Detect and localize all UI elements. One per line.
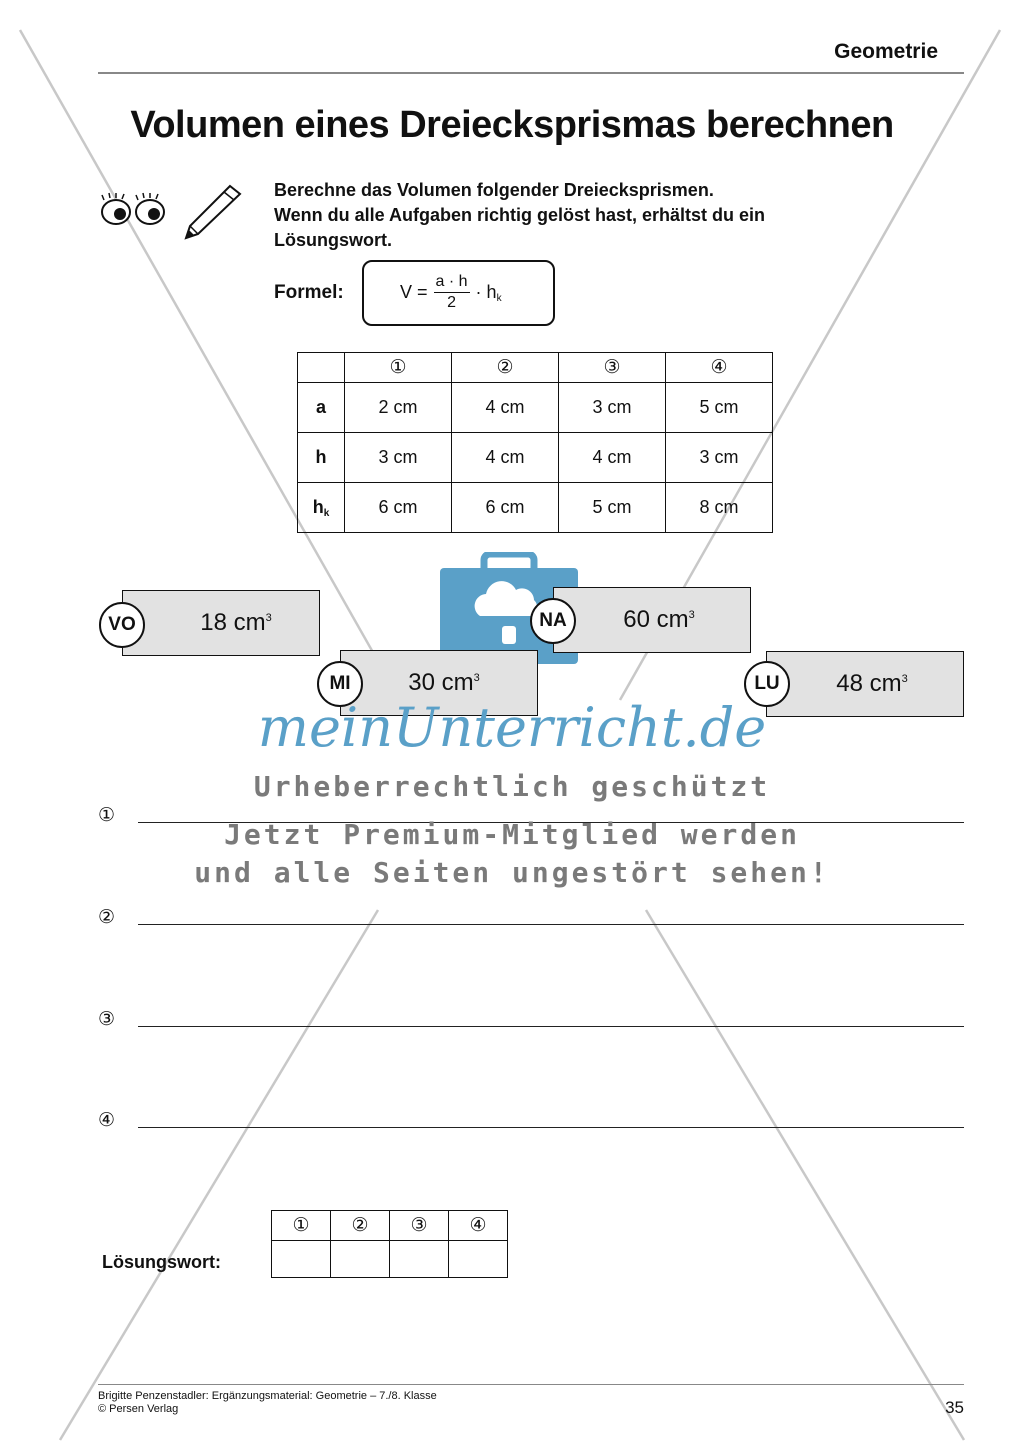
instructions	[274, 178, 894, 253]
formula-fraction	[434, 272, 470, 313]
footer-author: Brigitte Penzenstadler: Ergänzungsmaterial: Geometrie – 7./8. Klasse	[98, 1390, 437, 1402]
table-header: ①	[345, 353, 452, 383]
answer-number: ④	[98, 1110, 116, 1131]
solution-header: ③	[390, 1211, 449, 1241]
answer-number: ②	[98, 907, 116, 928]
table-cell: 8 cm	[666, 483, 773, 533]
formula-lhs: V =	[400, 282, 428, 302]
instruction-line-3: Lösungswort.	[274, 230, 392, 250]
solution-table	[271, 1210, 508, 1278]
table-cell: 6 cm	[345, 483, 452, 533]
header-divider	[98, 72, 964, 74]
syllable-badge-lu: LU	[744, 661, 790, 707]
solution-header: ②	[331, 1211, 390, 1241]
footer-publisher: © Persen Verlag	[98, 1403, 179, 1415]
solution-cell-3[interactable]	[390, 1241, 449, 1278]
pencil-icon	[180, 182, 244, 242]
solution-header: ①	[272, 1211, 331, 1241]
instruction-line-1: Berechne das Volumen folgender Dreiecksprismen.	[274, 180, 714, 200]
row-label: $h_k$	[298, 483, 345, 533]
formula	[400, 272, 502, 313]
solution-label: Lösungswort:	[102, 1252, 221, 1272]
watermark-line-2: Jetzt Premium-Mitglied werden	[224, 818, 800, 851]
formula-label: Formel:	[274, 282, 344, 303]
watermark-brand: meinUnterricht.de	[257, 696, 767, 759]
syllable-badge-vo: VO	[99, 602, 145, 648]
footer-divider	[98, 1384, 964, 1385]
answer-card-mi: 30 $cm^3$	[340, 650, 538, 716]
formula-numerator: a · h	[434, 272, 470, 293]
table-cell: 4 cm	[452, 383, 559, 433]
prism-data-table	[297, 352, 773, 533]
solution-cell-2[interactable]	[331, 1241, 390, 1278]
answer-card-lu: 48 $cm^3$	[766, 651, 964, 717]
row-label: a	[298, 383, 345, 433]
table-header-row	[298, 353, 773, 383]
table-cell: 2 cm	[345, 383, 452, 433]
answer-line-2[interactable]	[138, 924, 964, 925]
table-header: ③	[559, 353, 666, 383]
syllable-badge-mi: MI	[317, 661, 363, 707]
page-title: Volumen eines Dreiecksprismas berechnen	[130, 104, 894, 146]
table-row	[298, 433, 773, 483]
header-subject: Geometrie	[834, 40, 938, 63]
table-cell: 6 cm	[452, 483, 559, 533]
formula-denominator: 2	[447, 294, 456, 311]
solution-cell-4[interactable]	[449, 1241, 508, 1278]
table-cell: 4 cm	[559, 433, 666, 483]
eyes-icon	[98, 190, 174, 230]
table-cell: 3 cm	[666, 433, 773, 483]
table-cell: 3 cm	[559, 383, 666, 433]
formula-times: · $h_k$	[475, 281, 502, 304]
page-number: 35	[945, 1398, 964, 1417]
footer-credits	[98, 1390, 437, 1416]
watermark-line-3: und alle Seiten ungestört sehen!	[194, 856, 830, 889]
table-cell: 4 cm	[452, 433, 559, 483]
table-header: ②	[452, 353, 559, 383]
answer-card-vo: 18 $cm^3$	[122, 590, 320, 656]
answer-line-4[interactable]	[138, 1127, 964, 1128]
row-label: h	[298, 433, 345, 483]
table-cell: 5 cm	[666, 383, 773, 433]
answer-number: ③	[98, 1009, 116, 1030]
answer-number: ①	[98, 805, 116, 826]
table-row	[298, 483, 773, 533]
watermark-line-1: Urheberrechtlich geschützt	[253, 770, 771, 803]
table-header: ④	[666, 353, 773, 383]
instruction-line-2: Wenn du alle Aufgaben richtig gelöst hast, erhältst du ein	[274, 205, 766, 225]
table-cell: 3 cm	[345, 433, 452, 483]
table-corner	[298, 353, 345, 383]
solution-header: ④	[449, 1211, 508, 1241]
solution-cell-1[interactable]	[272, 1241, 331, 1278]
answer-card-na: 60 $cm^3$	[553, 587, 751, 653]
table-cell: 5 cm	[559, 483, 666, 533]
syllable-badge-na: NA	[530, 598, 576, 644]
answer-line-3[interactable]	[138, 1026, 964, 1027]
table-row	[298, 383, 773, 433]
